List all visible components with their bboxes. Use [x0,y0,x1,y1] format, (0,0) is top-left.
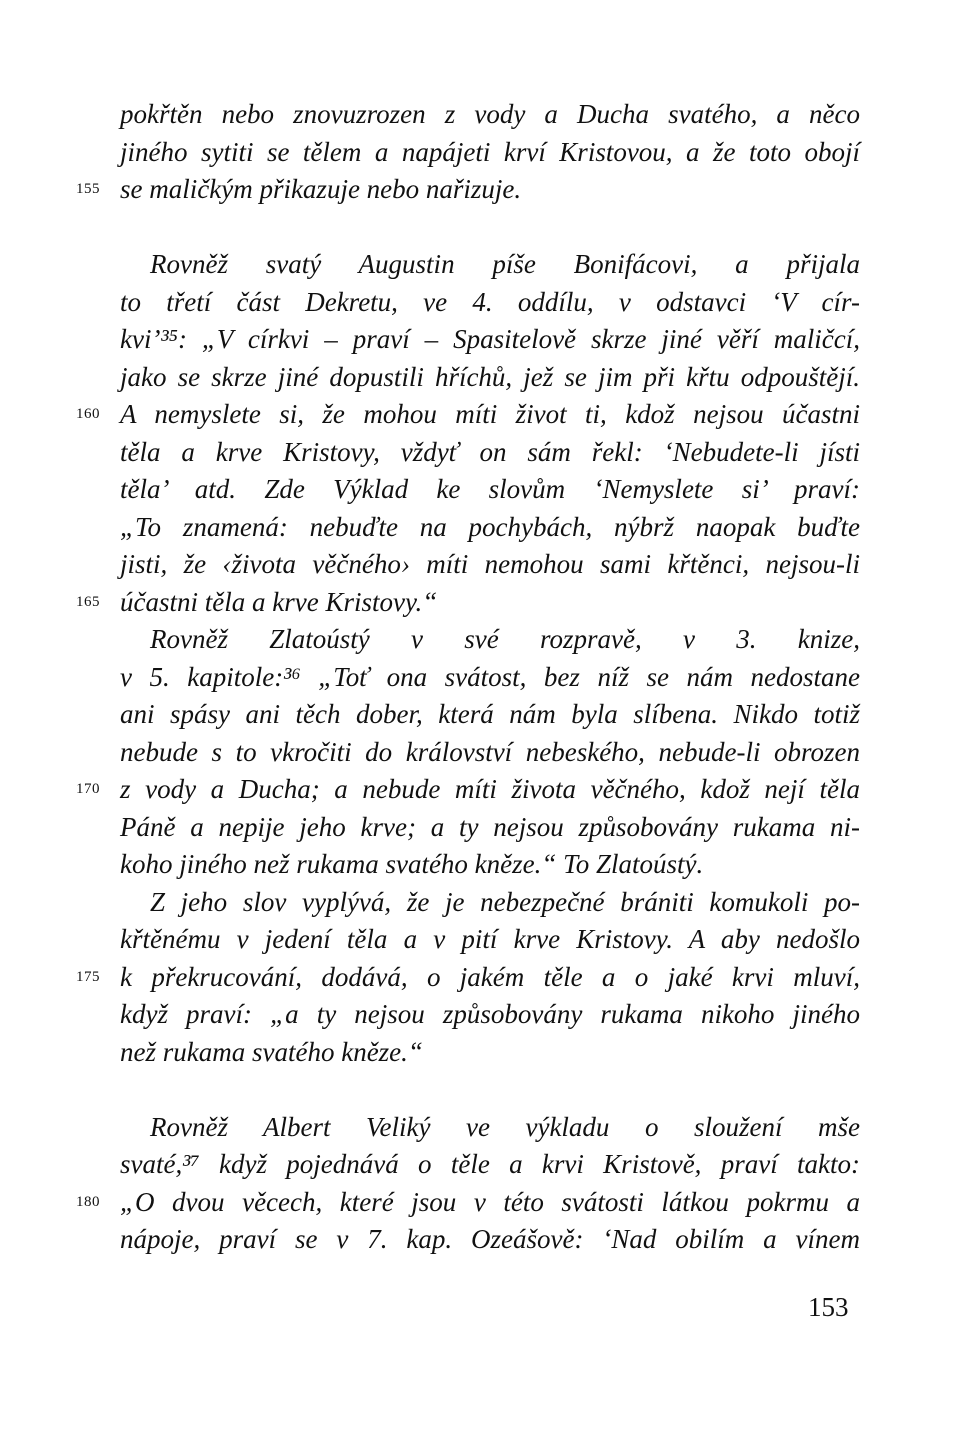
line-text: Rovněž svatý Augustin píše Bonifácovi, a přijala [150,249,860,279]
line-text: Páně a nepije jeho krve; a ty nejsou způsobovány rukama ni- [120,811,860,842]
text-line [120,696,860,734]
line-text: pokřtěn nebo znovuzrozen z vody a Ducha svatého, a něco [120,99,860,129]
text-line [120,846,860,884]
line-text: křtěnému v jedení těla a v pití krve Kristovy. A aby nedošlo [120,924,860,954]
line-number: 165 [76,593,100,610]
body-text [76,96,860,1259]
line-text: těla a krve Kristovy, vždyť on sám řekl: ‘Nebudete-li jísti [120,436,860,467]
text-line [120,509,860,547]
line-text: z vody a Ducha; a nebude míti života věčného, kdož nejí těla [120,774,860,804]
line-text: „To znamená: nebuďte na pochybách, nýbrž naopak buďte [120,511,860,542]
line-text: Z jeho slov vyplývá, že je nebezpečné brániti komukoli po- [150,886,860,917]
text-line [120,621,860,659]
text-line [120,996,860,1034]
text-line [76,771,860,809]
text-line [120,434,860,472]
line-text: k překrucování, dodává, o jakém těle a o jaké krvi mluví, [120,961,860,992]
line-text: nebude s to vkročiti do království nebeského, nebude-li obrozen [120,736,860,767]
text-line [120,659,860,697]
text-line [76,1184,860,1222]
line-text: Rovněž Albert Veliký ve výkladu o sloužení mše [150,1111,860,1142]
text-line [120,321,860,359]
line-text: Rovněž Zlatoústý v své rozpravě, v 3. knize, [150,624,860,654]
line-text: koho jiného než rukama svatého kněze.“ To Zlatoústý. [120,849,704,879]
line-text: těla’ atd. Zde Výklad ke slovům ‘Nemyslete si’ praví: [120,474,860,504]
text-line [76,959,860,997]
line-text: ani spásy ani těch dober, která nám byla slíbena. Nikdo totiž [120,699,860,729]
text-line [120,1146,860,1184]
page-number: 153 [808,1292,849,1322]
line-number: 155 [76,181,100,197]
line-number: 160 [76,406,100,422]
text-line [120,246,860,284]
line-number: 175 [76,968,100,985]
text-line [76,171,860,209]
text-line [120,546,860,584]
line-text: účastni těla a krve Kristovy.“ [120,586,438,617]
text-line [76,584,860,622]
line-number: 170 [76,781,100,797]
line-text: svaté,³⁷ když pojednává o těle a krvi Kristově, praví takto: [120,1149,860,1179]
line-text: jiného sytiti se tělem a napájeti krví Kristovou, a že toto obojí [120,136,860,167]
line-text: „O dvou věcech, které jsou v této svátosti látkou pokrmu a [120,1186,860,1217]
line-text: v 5. kapitole:³⁶ „Toť ona svátost, bez níž se nám nedostane [120,661,860,692]
text-line [120,1034,860,1072]
text-line [120,284,860,322]
text-line [120,134,860,172]
line-text: to třetí část Dekretu, ve 4. oddílu, v odstavci ‘V cír- [120,286,860,317]
text-line [120,809,860,847]
line-text: než rukama svatého kněze.“ [120,1036,423,1067]
line-text: jisti, že ‹života věčného› míti nemohou sami křtěnci, nejsou-li [120,549,860,579]
text-line [120,96,860,134]
line-text: nápoje, praví se v 7. kap. Ozeášově: ‘Nad obilím a vínem [120,1224,860,1254]
paragraph-gap [120,1071,860,1109]
text-line [120,359,860,397]
paragraph-gap [120,209,860,247]
line-text: jako se skrze jiné dopustili hříchů, jež se jim při křtu odpouštějí. [120,361,860,392]
line-text: A nemyslete si, že mohou míti život ti, kdož nejsou účastni [120,399,860,429]
text-line [76,396,860,434]
line-text: kvi’³⁵: „V církvi – praví – Spasitelově skrze jiné věří maličcí, [120,324,860,354]
text-line [120,921,860,959]
line-number: 180 [76,1193,100,1210]
text-line [120,1221,860,1259]
text-line [120,884,860,922]
line-text: když praví: „a ty nejsou způsobovány rukama nikoho jiného [120,999,860,1029]
text-line [120,471,860,509]
text-line [120,1109,860,1147]
text-line [120,734,860,772]
line-text: se maličkým přikazuje nebo nařizuje. [120,174,522,204]
